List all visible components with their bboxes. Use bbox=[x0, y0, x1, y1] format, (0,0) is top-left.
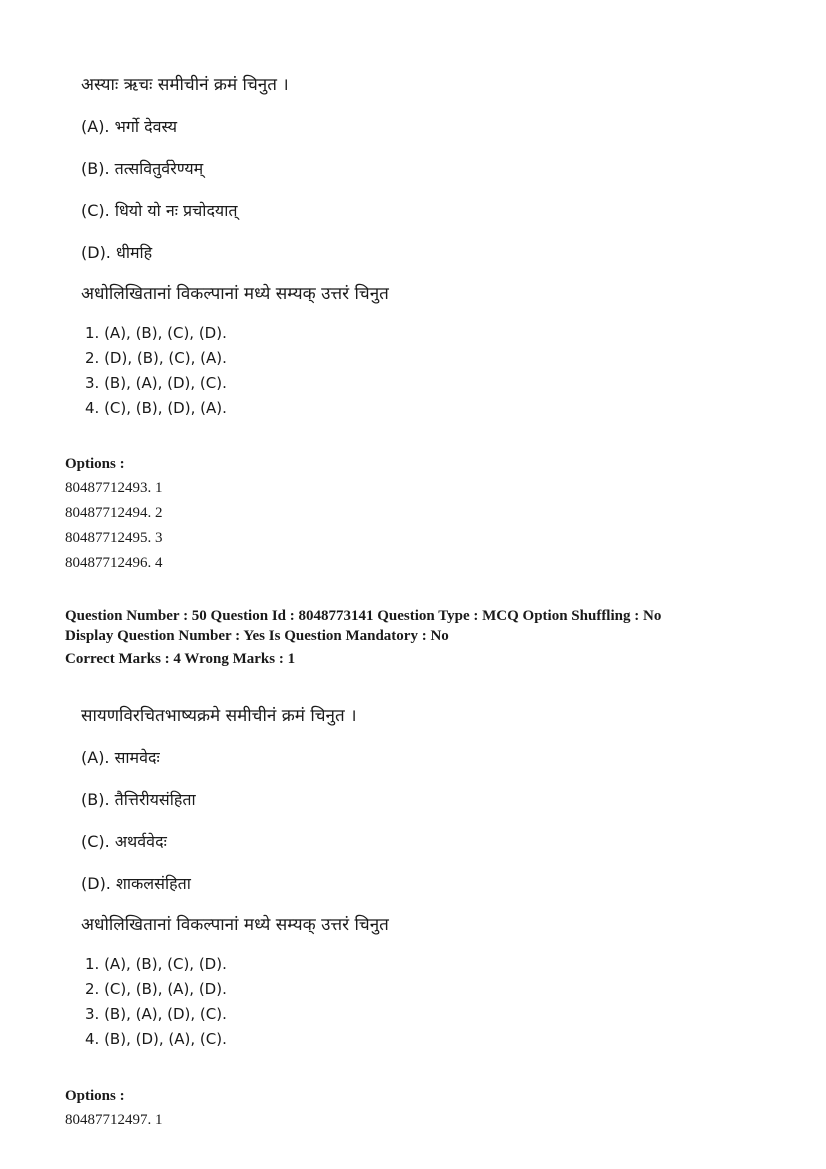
options-list-49 bbox=[65, 452, 785, 576]
choice-1: 1. (A), (B), (C), (D). bbox=[85, 955, 227, 973]
choice-1: 1. (A), (B), (C), (D). bbox=[85, 324, 227, 342]
statement-a: (A). भर्गो देवस्य bbox=[81, 117, 177, 136]
options-heading: Options : bbox=[65, 456, 125, 472]
question-stem: अस्याः ऋचः समीचीनं क्रमं चिनुत । bbox=[81, 75, 289, 95]
question-49-body bbox=[81, 74, 781, 421]
statement-b: (B). तैत्तिरीयसंहिता bbox=[81, 790, 196, 809]
meta-line-1: Question Number : 50 Question Id : 8048773141 Question Type : MCQ Option Shuffling : No bbox=[65, 608, 662, 624]
question-50-meta bbox=[65, 606, 785, 669]
choice-4: 4. (B), (D), (A), (C). bbox=[85, 1030, 227, 1048]
statement-c: (C). अथर्ववेदः bbox=[81, 832, 167, 851]
statement-d: (D). शाकलसंहिता bbox=[81, 874, 191, 893]
statement-d: (D). धीमहि bbox=[81, 243, 153, 262]
option-id-4: 80487712496. 4 bbox=[65, 555, 163, 571]
statement-a: (A). सामवेदः bbox=[81, 748, 160, 767]
answer-choices bbox=[81, 952, 781, 1052]
options-list-50 bbox=[65, 1084, 785, 1133]
choice-2: 2. (C), (B), (A), (D). bbox=[85, 980, 227, 998]
option-id-1: 80487712497. 1 bbox=[65, 1112, 163, 1128]
statement-b: (B). तत्सवितुर्वरेण्यम् bbox=[81, 159, 204, 178]
choice-2: 2. (D), (B), (C), (A). bbox=[85, 349, 227, 367]
question-stem: सायणविरचितभाष्यक्रमे समीचीनं क्रमं चिनुत । bbox=[81, 706, 357, 726]
instruction-text: अधोलिखितानां विकल्पानां मध्ये सम्यक् उत्तरं चिनुत bbox=[81, 284, 389, 304]
option-id-3: 80487712495. 3 bbox=[65, 530, 163, 546]
choice-3: 3. (B), (A), (D), (C). bbox=[85, 374, 227, 392]
meta-line-2: Display Question Number : Yes Is Question Mandatory : No bbox=[65, 628, 449, 644]
instruction-text: अधोलिखितानां विकल्पानां मध्ये सम्यक् उत्तरं चिनुत bbox=[81, 915, 389, 935]
option-id-1: 80487712493. 1 bbox=[65, 480, 163, 496]
question-50-body bbox=[81, 705, 781, 1052]
answer-choices bbox=[81, 321, 781, 421]
choice-3: 3. (B), (A), (D), (C). bbox=[85, 1005, 227, 1023]
statement-c: (C). धियो यो नः प्रचोदयात् bbox=[81, 201, 238, 220]
option-id-2: 80487712494. 2 bbox=[65, 505, 163, 521]
meta-line-3: Correct Marks : 4 Wrong Marks : 1 bbox=[65, 651, 296, 667]
choice-4: 4. (C), (B), (D), (A). bbox=[85, 399, 227, 417]
options-heading: Options : bbox=[65, 1088, 125, 1104]
